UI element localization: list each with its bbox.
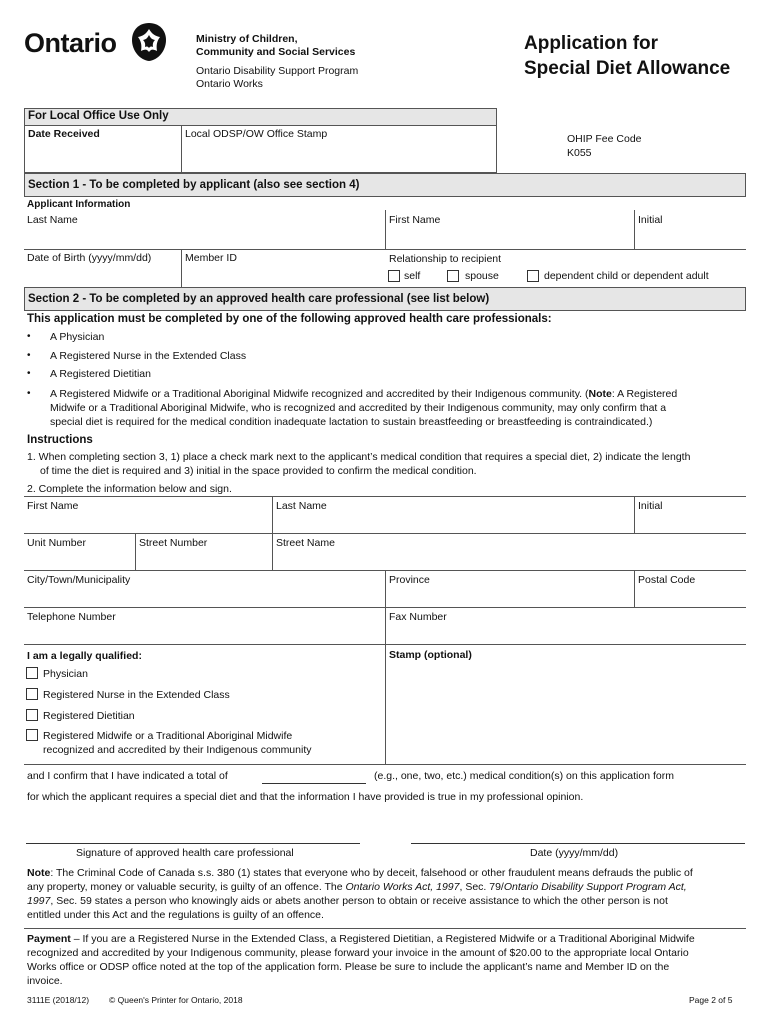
relationship-self-label: self — [404, 270, 421, 282]
qual-physician-label: Physician — [43, 668, 88, 680]
payment-note-line3: Works office or ODSP office noted at the top of the application form. Please be sure to include the applicant’s name and Member ID on the — [27, 961, 670, 973]
qual-midwife-label-line2: recognized and accredited by their Indigenous community — [43, 744, 312, 756]
payment-note-line4: invoice. — [27, 975, 63, 987]
form-number: 3111E (2018/12) — [27, 995, 90, 1005]
professional-midwife-line3: special diet is required for the medical condition inadequate lactation to sustain breastfeeding or breastfeeding is contraindicated.) — [50, 416, 653, 428]
applicant-first-name-label: First Name — [389, 214, 441, 226]
dob-input[interactable] — [26, 266, 178, 285]
section2-title: Section 2 - To be completed by an approved health care professional (see list below) — [24, 287, 746, 311]
section1-title: Section 1 - To be completed by applicant (also see section 4) — [24, 173, 746, 197]
stamp-optional-label: Stamp (optional) — [389, 649, 472, 661]
instructions-heading: Instructions — [27, 434, 93, 446]
city-label: City/Town/Municipality — [27, 574, 131, 586]
relationship-self-checkbox[interactable] — [388, 270, 400, 282]
instruction-1-line2: of time the diet is required and 3) initial in the space provided to confirm the medical condition. — [40, 465, 477, 477]
member-id-input[interactable] — [184, 266, 382, 285]
telephone-label: Telephone Number — [27, 611, 116, 623]
signature-date-input[interactable] — [411, 843, 745, 844]
applicant-last-name-input[interactable] — [26, 228, 382, 248]
signature-label: Signature of approved health care professional — [76, 847, 294, 859]
applicant-initial-label: Initial — [638, 214, 663, 226]
ministry-line2: Community and Social Services — [196, 46, 356, 58]
instruction-2: 2. Complete the information below and sign. — [27, 483, 232, 495]
applicant-first-name-input[interactable] — [388, 228, 631, 248]
page-number: Page 2 of 5 — [689, 995, 733, 1005]
bullet-dot: • — [27, 368, 31, 379]
unit-number-label: Unit Number — [27, 537, 86, 549]
qual-dietitian-checkbox[interactable] — [26, 709, 38, 721]
copyright: © Queen's Printer for Ontario, 2018 — [109, 995, 243, 1005]
payment-note-line1: Payment – If you are a Registered Nurse in the Extended Class, a Registered Dietitian, a Registered Midwife or a Traditional Aboriginal Midwife — [27, 933, 695, 945]
qual-midwife-checkbox[interactable] — [26, 729, 38, 741]
applicant-last-name-label: Last Name — [27, 214, 78, 226]
street-name-input[interactable] — [275, 551, 743, 568]
signature-date-label: Date (yyyy/mm/dd) — [530, 847, 619, 859]
hp-initial-label: Initial — [638, 500, 663, 512]
instruction-1-line1: 1. When completing section 3, 1) place a check mark next to the applicant’s medical condition that requires a special diet, 2) indicate the length — [27, 451, 691, 463]
hp-initial-input[interactable] — [637, 514, 743, 531]
legal-note-line4: entitled under this Act and the regulations is guilty of an offence. — [27, 909, 324, 921]
conditions-count-input[interactable] — [262, 783, 366, 784]
qualified-heading: I am a legally qualified: — [27, 650, 142, 662]
fax-input[interactable] — [388, 625, 743, 642]
legal-note-line2: any property, money or valuable security, is guilty of an offence. The Ontario Works Act, 1997, Sec. 79/Ontario Disability Support Program Act, — [27, 881, 687, 893]
ontario-logo-text: Ontario — [24, 28, 117, 58]
professional-dietitian: A Registered Dietitian — [50, 368, 151, 380]
hp-first-name-label: First Name — [27, 500, 79, 512]
form-title-line1: Application for — [524, 33, 659, 54]
program-line2: Ontario Works — [196, 78, 263, 90]
program-line1: Ontario Disability Support Program — [196, 65, 359, 77]
form-title-line2: Special Diet Allowance — [524, 58, 731, 79]
hp-last-name-input[interactable] — [275, 514, 631, 531]
dob-label: Date of Birth (yyyy/mm/dd) — [27, 252, 152, 264]
unit-number-input[interactable] — [26, 551, 132, 568]
telephone-input[interactable] — [26, 625, 382, 642]
postal-code-input[interactable] — [637, 588, 743, 605]
hp-last-name-label: Last Name — [276, 500, 327, 512]
professional-nurse: A Registered Nurse in the Extended Class — [50, 350, 247, 362]
province-label: Province — [389, 574, 430, 586]
city-input[interactable] — [26, 588, 382, 605]
trillium-logo-icon — [131, 22, 167, 62]
professional-physician: A Physician — [50, 331, 105, 343]
street-number-input[interactable] — [138, 551, 269, 568]
legal-note-line3: 1997, Sec. 59 states a person who knowingly aids or abets another person to obtain or receive assistance to which the other person is not — [27, 895, 668, 907]
street-name-label: Street Name — [276, 537, 335, 549]
province-input[interactable] — [388, 588, 631, 605]
confirm-text-line2: for which the applicant requires a special diet and that the information I have provided is true in my professional opinion. — [27, 791, 584, 803]
qual-physician-checkbox[interactable] — [26, 667, 38, 679]
relationship-dependent-checkbox[interactable] — [527, 270, 539, 282]
street-number-label: Street Number — [139, 537, 208, 549]
date-received-field[interactable] — [25, 141, 180, 172]
office-stamp-label: Local ODSP/OW Office Stamp — [185, 128, 328, 140]
bullet-dot: • — [27, 350, 31, 361]
applicant-info-heading: Applicant Information — [27, 199, 131, 210]
relationship-label: Relationship to recipient — [389, 253, 502, 265]
member-id-label: Member ID — [185, 252, 237, 264]
section2-intro: This application must be completed by one of the following approved health care professionals: — [27, 313, 552, 325]
bullet-dot: • — [27, 388, 31, 399]
relationship-dependent-label: dependent child or dependent adult — [544, 270, 709, 282]
signature-input[interactable] — [26, 843, 360, 844]
ministry-line1: Ministry of Children, — [196, 33, 298, 45]
office-use-heading: For Local Office Use Only — [28, 110, 169, 122]
professional-midwife-line2: Midwife or a Traditional Aboriginal Midwife, who is recognized and accredited by their Indigenous community, may only confirm that a — [50, 402, 667, 414]
bullet-dot: • — [27, 331, 31, 342]
relationship-spouse-checkbox[interactable] — [447, 270, 459, 282]
qual-nurse-checkbox[interactable] — [26, 688, 38, 700]
hp-first-name-input[interactable] — [26, 514, 269, 531]
postal-code-label: Postal Code — [638, 574, 696, 586]
ohip-fee-code-value: K055 — [567, 147, 592, 159]
date-received-label: Date Received — [28, 128, 100, 140]
legal-note-line1: Note: The Criminal Code of Canada s.s. 380 (1) states that everyone who by deceit, falsehood or other fraudulent means defrauds the public of — [27, 867, 693, 879]
confirm-text-a: and I confirm that I have indicated a total of — [27, 770, 228, 782]
payment-note-line2: recognized and accredited by your Indigenous community, please forward your invoice in the amount of $20.00 to the appropriate local Ontario — [27, 947, 689, 959]
professional-midwife: A Registered Midwife or a Traditional Aboriginal Midwife recognized and accredited by their Indigenous community. (Note: A Registered — [50, 388, 678, 400]
qual-nurse-label: Registered Nurse in the Extended Class — [43, 689, 230, 701]
relationship-spouse-label: spouse — [465, 270, 499, 282]
confirm-text-b: (e.g., one, two, etc.) medical condition(s) on this application form — [374, 770, 674, 782]
qual-midwife-label-line1: Registered Midwife or a Traditional Aboriginal Midwife — [43, 730, 293, 742]
applicant-initial-input[interactable] — [637, 228, 743, 248]
ohip-fee-code-label: OHIP Fee Code — [567, 133, 642, 145]
qual-dietitian-label: Registered Dietitian — [43, 710, 135, 722]
fax-label: Fax Number — [389, 611, 447, 623]
